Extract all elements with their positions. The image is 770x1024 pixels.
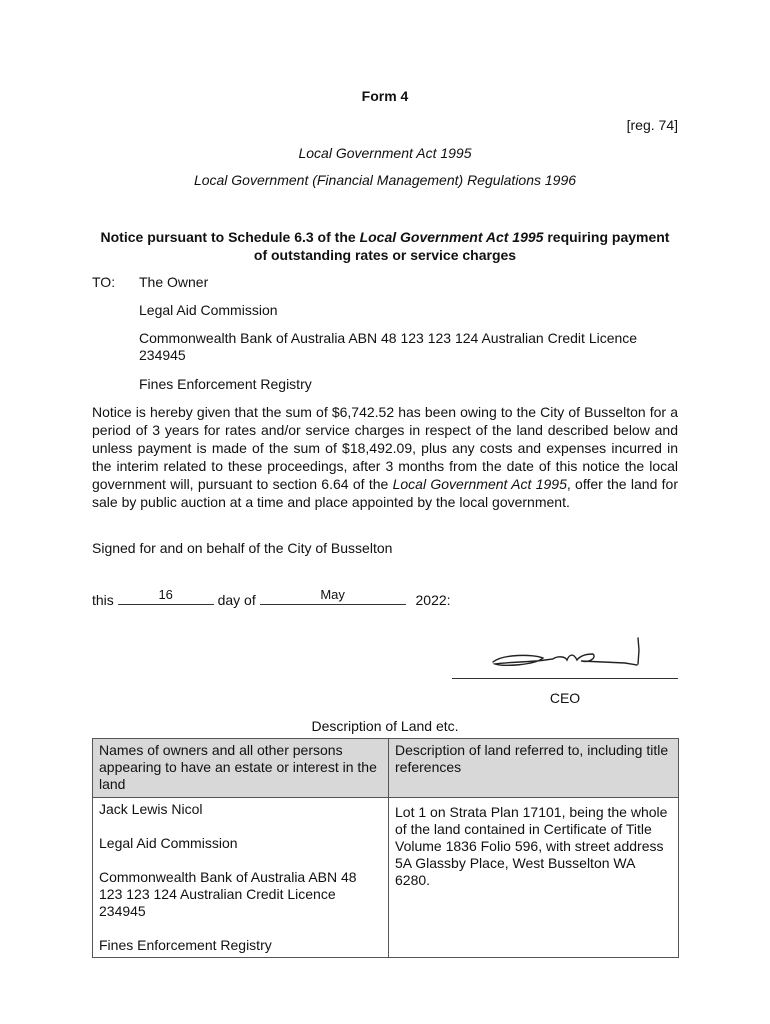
notice-heading-act: Local Government Act 1995 — [359, 229, 544, 245]
recipient-fines-registry: Fines Enforcement Registry — [139, 376, 312, 392]
land-description-cell: Lot 1 on Strata Plan 17101, being the whole of the land contained in Certificate of Title Volume 1836 Folio 596, with street address 5A Glassby Place, West Busselton WA 6280. — [389, 798, 679, 958]
month-value: May — [320, 587, 345, 602]
regulations-title: Local Government (Financial Management) Regulations 1996 — [193, 172, 577, 188]
table-header-row — [93, 739, 679, 798]
day-field[interactable] — [118, 587, 214, 605]
notice-heading-part1: Notice pursuant to Schedule 6.3 of the — [100, 229, 360, 245]
form-title: Form 4 — [361, 88, 409, 104]
notice-body — [92, 403, 678, 511]
notice-body-act: Local Government Act 1995 — [392, 476, 567, 492]
day-of-label: day of — [217, 592, 256, 608]
to-label: TO: — [92, 274, 116, 290]
recipient-bank: Commonwealth Bank of Australia ABN 48 123 123 124 Australian Credit Licence 234945 — [139, 330, 638, 363]
notice-heading — [92, 228, 678, 264]
description-column-header: Description of land referred to, including title references — [389, 739, 679, 798]
ceo-signature — [485, 632, 645, 680]
owners-column-header: Names of owners and all other persons appearing to have an estate or interest in the land — [93, 739, 389, 798]
owner-item: Jack Lewis Nicol — [99, 801, 203, 817]
signature-flourish — [638, 638, 639, 664]
notice-body-part1: Notice is hereby given that the sum of $6,742.52 has been owing to the City of Busselton for a period of 3 years for rates and/or service charges in respect of the land described below and unless payment is made of the sum of $18,492.09, plus any costs and expenses incurred in the interim related to these proceedings, after 3 months from the date of this notice the local government will, pursuant to section 6.64 of the — [92, 404, 678, 492]
land-description-table — [92, 738, 679, 958]
signature-line — [452, 678, 678, 679]
table-row — [93, 798, 679, 958]
recipient-owner: The Owner — [139, 274, 209, 290]
notice-heading-part2: requiring payment of outstanding rates or service charges — [253, 229, 670, 263]
signatory-title: CEO — [549, 690, 581, 706]
notice-body-part2: , offer the land for sale by public auction at a time and place appointed by the local government. — [92, 476, 678, 510]
owner-item: Commonwealth Bank of Australia ABN 48 123 123 124 Australian Credit Licence 234945 — [99, 869, 357, 919]
owner-item: Fines Enforcement Registry — [99, 937, 272, 953]
this-label: this — [92, 592, 114, 608]
recipient-legal-aid: Legal Aid Commission — [139, 302, 278, 318]
year-value: 2022: — [415, 592, 451, 608]
act-title: Local Government Act 1995 — [298, 145, 472, 161]
date-line — [92, 587, 451, 608]
day-value: 16 — [158, 587, 173, 602]
signature-stroke — [493, 654, 637, 665]
signed-statement: Signed for and on behalf of the City of Busselton — [92, 540, 393, 556]
owners-cell — [93, 798, 389, 958]
regulation-reference: [reg. 74] — [626, 117, 678, 133]
land-description-title: Description of Land etc. — [311, 718, 459, 734]
month-field[interactable] — [260, 587, 406, 605]
owner-item: Legal Aid Commission — [99, 835, 238, 851]
